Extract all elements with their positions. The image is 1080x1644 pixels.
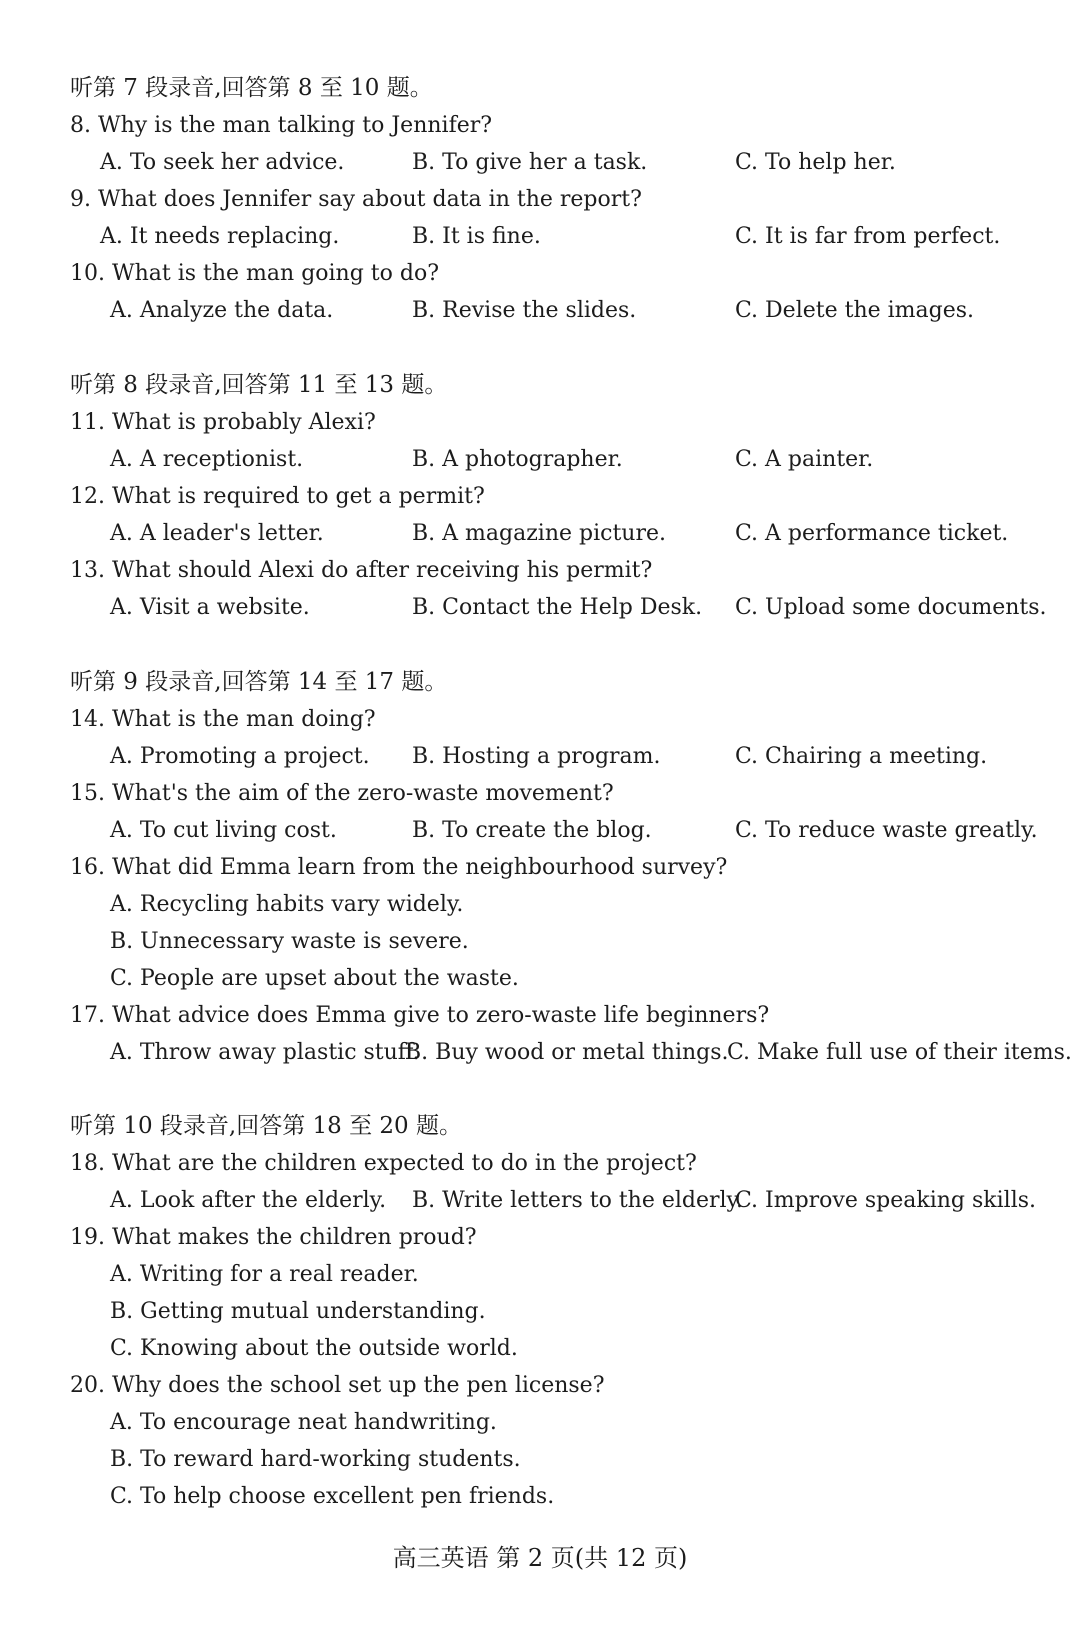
option-a: A. Look after the elderly.	[110, 1188, 387, 1213]
question-14-options	[70, 738, 1050, 775]
question-20-stem: 20. Why does the school set up the pen license?	[70, 1373, 605, 1398]
section-10	[70, 1108, 1050, 1515]
option-a: A. To cut living cost.	[110, 818, 337, 843]
option-a: A. Throw away plastic stuff.	[110, 1040, 420, 1065]
option-b: B. To create the blog.	[412, 818, 652, 843]
question-15-options	[70, 812, 1050, 849]
section-8	[70, 367, 1050, 626]
question-14-stem: 14. What is the man doing?	[70, 707, 376, 732]
option-b: B. Write letters to the elderly.	[412, 1188, 744, 1213]
question-12-options	[70, 515, 1050, 552]
question-13-stem: 13. What should Alexi do after receiving his permit?	[70, 558, 653, 583]
option-a: A. To seek her advice.	[100, 150, 345, 175]
question-18-stem: 18. What are the children expected to do in the project?	[70, 1151, 697, 1176]
question-9-stem: 9. What does Jennifer say about data in the report?	[70, 187, 642, 212]
option-c: C. Make full use of their items.	[727, 1040, 1072, 1065]
question-8-options	[70, 144, 1050, 181]
option-c: C. To help choose excellent pen friends.	[110, 1484, 555, 1509]
option-b: B. Buy wood or metal things.	[405, 1040, 729, 1065]
section-header: 听第 7 段录音,回答第 8 至 10 题。	[70, 75, 433, 101]
option-a: A. Analyze the data.	[110, 298, 334, 323]
option-c: C. Chairing a meeting.	[735, 744, 988, 769]
question-18-options	[70, 1182, 1050, 1219]
option-a: A. Writing for a real reader.	[110, 1262, 419, 1287]
option-a: A. Visit a website.	[110, 595, 310, 620]
option-b: B. It is fine.	[412, 224, 541, 249]
question-16-stem: 16. What did Emma learn from the neighbourhood survey?	[70, 855, 728, 880]
option-b: B. To give her a task.	[412, 150, 648, 175]
option-b: B. Hosting a program.	[412, 744, 661, 769]
section-9	[70, 664, 1072, 1071]
option-a: A. To encourage neat handwriting.	[110, 1410, 497, 1435]
option-a: A. It needs replacing.	[100, 224, 340, 249]
question-17-options	[70, 1034, 1072, 1071]
option-b: B. Contact the Help Desk.	[412, 595, 703, 620]
question-13-options	[70, 589, 1050, 626]
question-12-stem: 12. What is required to get a permit?	[70, 484, 485, 509]
option-c: C. A painter.	[735, 447, 874, 472]
option-c: C. It is far from perfect.	[735, 224, 1001, 249]
question-8-stem: 8. Why is the man talking to Jennifer?	[70, 113, 493, 138]
option-a: A. Promoting a project.	[110, 744, 370, 769]
option-b: B. To reward hard-working students.	[110, 1447, 521, 1472]
question-10-stem: 10. What is the man going to do?	[70, 261, 440, 286]
section-header: 听第 9 段录音,回答第 14 至 17 题。	[70, 669, 448, 695]
question-11-stem: 11. What is probably Alexi?	[70, 410, 376, 435]
question-15-stem: 15. What's the aim of the zero-waste movement?	[70, 781, 614, 806]
option-b: B. Getting mutual understanding.	[110, 1299, 486, 1324]
question-10-options	[70, 292, 1050, 329]
question-9-options	[70, 218, 1050, 255]
option-c: C. Improve speaking skills.	[735, 1188, 1037, 1213]
question-19-stem: 19. What makes the children proud?	[70, 1225, 477, 1250]
section-header: 听第 10 段录音,回答第 18 至 20 题。	[70, 1113, 462, 1139]
option-c: C. Knowing about the outside world.	[110, 1336, 518, 1361]
option-a: A. A leader's letter.	[110, 521, 324, 546]
page-footer: 高三英语 第 2 页(共 12 页)	[392, 1544, 688, 1572]
section-7	[70, 70, 1050, 329]
option-b: B. A magazine picture.	[412, 521, 666, 546]
option-b: B. Unnecessary waste is severe.	[110, 929, 469, 954]
option-b: B. A photographer.	[412, 447, 623, 472]
option-c: C. A performance ticket.	[735, 521, 1009, 546]
question-17-stem: 17. What advice does Emma give to zero-waste life beginners?	[70, 1003, 770, 1028]
option-c: C. People are upset about the waste.	[110, 966, 519, 991]
option-a: A. Recycling habits vary widely.	[110, 892, 464, 917]
section-header: 听第 8 段录音,回答第 11 至 13 题。	[70, 372, 448, 398]
option-b: B. Revise the slides.	[412, 298, 637, 323]
option-a: A. A receptionist.	[110, 447, 304, 472]
option-c: C. To help her.	[735, 150, 896, 175]
option-c: C. Delete the images.	[735, 298, 975, 323]
option-c: C. Upload some documents.	[735, 595, 1047, 620]
question-11-options	[70, 441, 1050, 478]
option-c: C. To reduce waste greatly.	[735, 818, 1038, 843]
